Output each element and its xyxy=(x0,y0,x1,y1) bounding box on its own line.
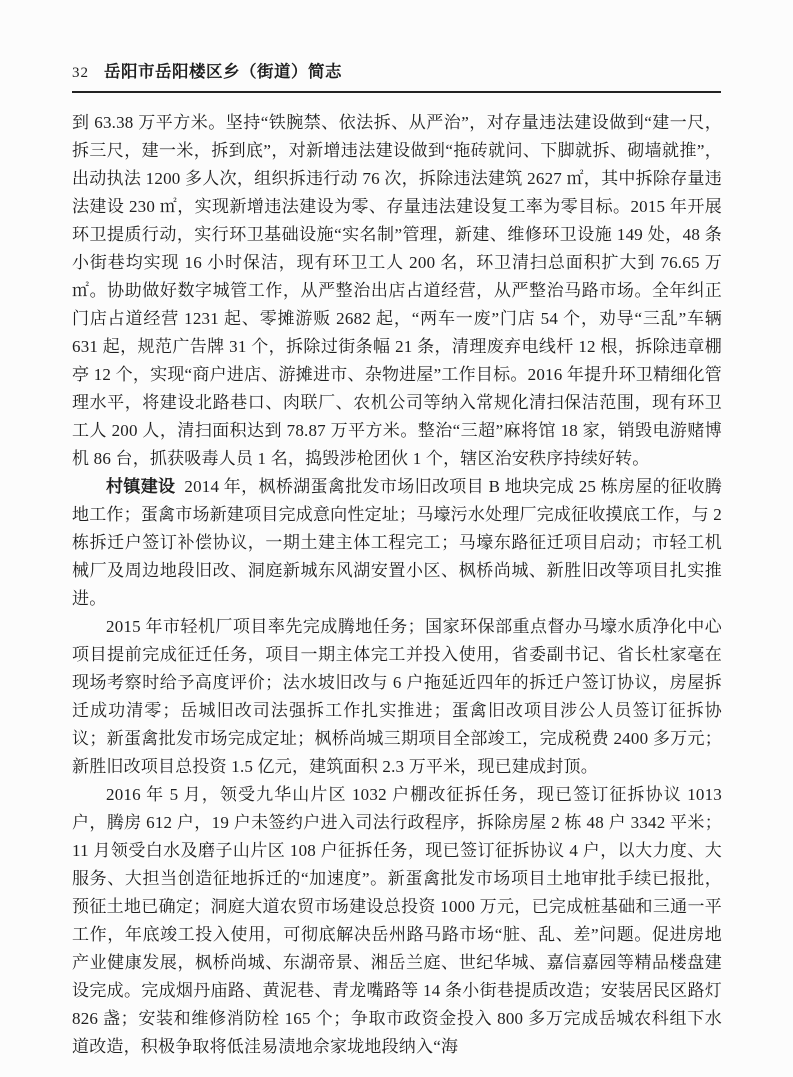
paragraph-text: 2016 年 5 月，领受九华山片区 1032 户棚改征拆任务，现已签订征拆协议 1013 户，腾房 612 户，19 户未签约户进入司法行政程序，拆除房屋 2 栋 48 户 3342 平米；11 月领受白水及磨子山片区 108 户征拆任务，现已签订征拆协议 4 户，以大力度、大服务、大担当创造征地拆迁的“加速度”。新蛋禽批发市场项目土地审批手续已报批，预征土地已确定；洞庭大道农贸市场建设总投资 1000 万元，已完成桩基础和三通一平工作，年底竣工投入使用，可彻底解决岳州路马路市场“脏、乱、差”问题。促进房地产业健康发展，枫桥尚城、东湖帝景、湘岳兰庭、世纪华城、嘉信嘉园等精品楼盘建设完成。完成烟丹庙路、黄泥巷、青龙嘴路等 14 条小街巷提质改造；安装居民区路灯 826 盏；安装和维修消防栓 165 个；争取市政资金投入 800 多万完成岳城农科组下水道改造，积极争取将低洼易渍地佘家垅地段纳入“海 xyxy=(72,785,722,1056)
paragraph-2015-projects xyxy=(72,613,722,781)
page-header xyxy=(72,58,721,93)
paragraph-text: 2015 年市轻机厂项目率先完成腾地任务；国家环保部重点督办马壕水质净化中心项目提前完成征迁任务，项目一期主体完工并投入使用，省委副书记、省长杜家毫在现场考察时给予高度评价；法水坡旧改与 6 户拖延近四年的拆迁户签订协议，房屋拆迁成功清零；岳城旧改司法强拆工作扎实推进；蛋禽旧改项目涉公人员签订征拆协议；新蛋禽批发市场完成定址；枫桥尚城三期项目全部竣工，完成税费 2400 多万元；新胜旧改项目总投资 1.5 亿元，建筑面积 2.3 万平米，现已建成封顶。 xyxy=(72,617,722,776)
paragraph-text: 到 63.38 万平方米。坚持“铁腕禁、依法拆、从严治”，对存量违法建设做到“建一尺，拆三尺，建一米，拆到底”，对新增违法建设做到“拖砖就问、下脚就拆、砌墙就推”，出动执法 1200 多人次，组织拆违行动 76 次，拆除违法建筑 2627 ㎡，其中拆除存量违法建设 230 ㎡，实现新增违法建设为零、存量违法建设复工率为零目标。2015 年开展环卫提质行动，实行环卫基础设施“实名制”管理，新建、维修环卫设施 149 处，48 条小街巷均实现 16 小时保洁，现有环卫工人 200 名，环卫清扫总面积扩大到 76.65 万㎡。协助做好数字城管工作，从严整治出店占道经营，从严整治马路市场。全年纠正门店占道经营 1231 起、零摊游贩 2682 起，“两车一废”门店 54 个，劝导“三乱”车辆 631 起，规范广告牌 31 个，拆除过街条幅 21 条，清理废弃电线杆 12 根，拆除违章棚亭 12 个，实现“商户进店、游摊进市、杂物进屋”工作目标。2016 年提升环卫精细化管理水平，将建设北路巷口、肉联厂、农机公司等纳入常规化清扫保洁范围，现有环卫工人 200 人，清扫面积达到 78.87 万平方米。整治“三超”麻将馆 18 家，销毁电游赌博机 86 台，抓获吸毒人员 1 名，捣毁涉枪团伙 1 个，辖区治安秩序持续好转。 xyxy=(72,113,722,468)
paragraph-text: 2014 年，枫桥湖蛋禽批发市场旧改项目 B 地块完成 25 栋房屋的征收腾地工作；蛋禽市场新建项目完成意向性定址；马壕污水处理厂完成征收摸底工作，与 2 栋拆迁户签订补偿协议，一期土建主体工程完工；马壕东路征迁项目启动；市轻工机械厂及周边地段旧改、洞庭新城东风湖安置小区、枫桥尚城、新胜旧改等项目扎实推进。 xyxy=(72,477,722,608)
page-body xyxy=(72,109,722,1061)
paragraph-village-construction xyxy=(72,473,722,613)
paragraph-urban-management xyxy=(72,109,722,473)
page-number: 32 xyxy=(72,65,89,81)
book-title: 岳阳市岳阳楼区乡（街道）简志 xyxy=(104,63,342,81)
paragraph-2016-projects xyxy=(72,781,722,1061)
section-lead: 村镇建设 xyxy=(106,477,176,496)
